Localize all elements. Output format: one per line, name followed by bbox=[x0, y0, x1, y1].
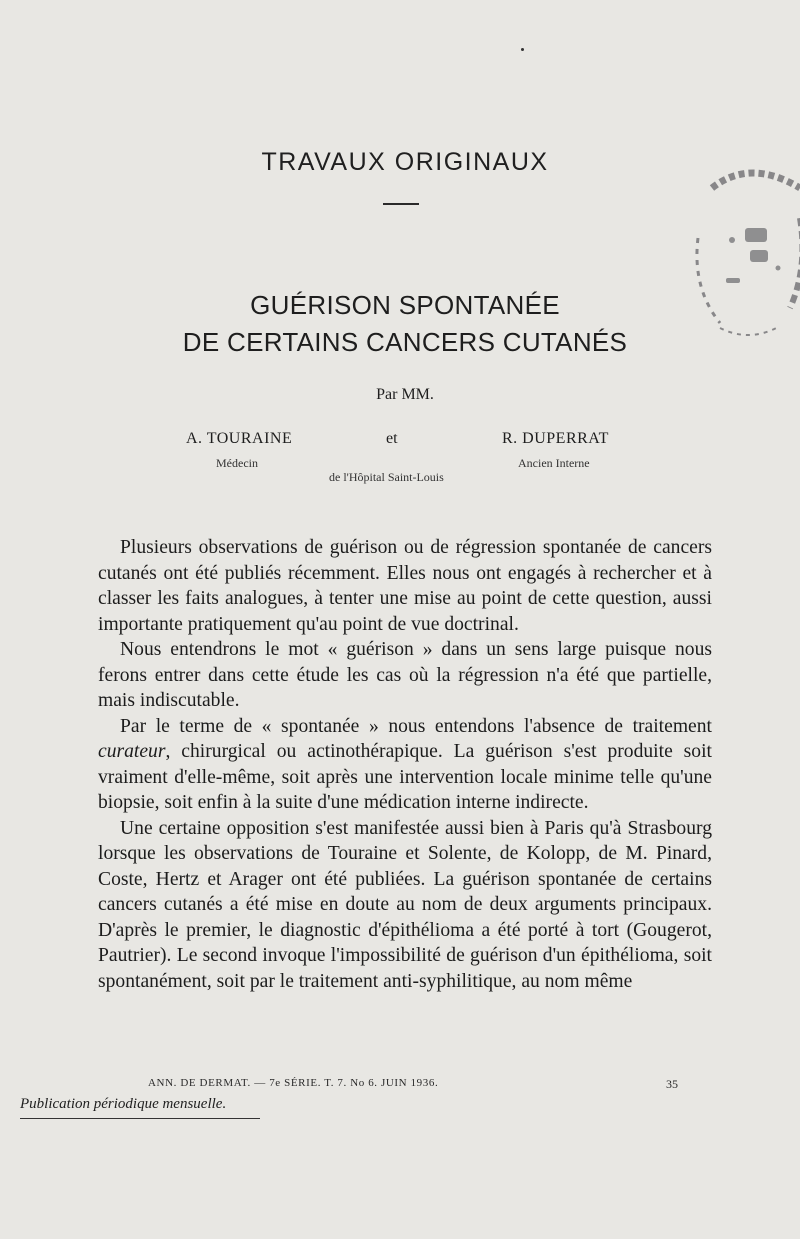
paragraph-3-italic-term: curateur bbox=[98, 741, 166, 762]
article-title-line-1: GUÉRISON SPONTANÉE bbox=[250, 290, 560, 320]
author-touraine: A. TOURAINE bbox=[186, 430, 293, 447]
author-conjunction: et bbox=[386, 430, 398, 447]
paragraph-3-text-start: Par le terme de « spontanée » nous entendons l'absence de traitement bbox=[120, 715, 712, 737]
paragraph-1 bbox=[98, 535, 712, 637]
publication-note: Publication périodique mensuelle. bbox=[20, 1096, 227, 1112]
section-heading: TRAVAUX ORIGINAUX bbox=[261, 148, 549, 176]
print-speck bbox=[521, 48, 524, 51]
article-title-line-2: DE CERTAINS CANCERS CUTANÉS bbox=[182, 327, 628, 357]
author-duperrat-role: Ancien Interne bbox=[518, 456, 590, 470]
paragraph-4 bbox=[98, 816, 712, 995]
paragraph-2 bbox=[98, 637, 712, 714]
paragraph-2-text: Nous entendrons le mot « guérison » dans un sens large puisque nous ferons entrer dans cette étude les cas où la régression n'a été que partielle, mais indiscutable. bbox=[98, 639, 712, 711]
paragraph-1-text: Plusieurs observations de guérison ou de régression spontanée de cancers cutanés ont été publiés récemment. Elles nous ont engagés à rechercher et à classer les faits analogues, à tenter une mise au point de cette question, aussi importante pratiquement qu'au point de vue doctrinal. bbox=[98, 537, 712, 635]
paragraph-3 bbox=[98, 714, 712, 816]
author-touraine-role: Médecin bbox=[216, 456, 258, 470]
article-body bbox=[98, 535, 712, 994]
byline: Par MM. bbox=[376, 386, 434, 403]
author-affiliation: de l'Hôpital Saint-Louis bbox=[329, 470, 444, 484]
library-stamp-icon bbox=[690, 158, 800, 343]
publication-note-underline bbox=[20, 1118, 260, 1119]
paragraph-4-text: Une certaine opposition s'est manifestée aussi bien à Paris qu'à Strasbourg lorsque les observations de Touraine et Solente, de Kolopp, de M. Pinard, Coste, Hertz et Arager ont été publiées. La guérison spontanée de certains cancers cutanés a été mise en doute au nom de deux arguments principaux. D'après le premier, le diagnostic d'épithélioma a été porté à tort (Gougerot, Pautrier). Le second invoque l'impossibilité de guérison d'un épithélioma, soit spontanément, soit par le traitement anti-syphilitique, au nom même bbox=[98, 817, 712, 992]
page-number: 35 bbox=[666, 1077, 678, 1091]
author-duperrat: R. DUPERRAT bbox=[502, 430, 609, 447]
heading-rule bbox=[383, 203, 419, 205]
journal-citation: ANN. DE DERMAT. — 7e SÉRIE. T. 7. No 6. JUIN 1936. bbox=[148, 1077, 439, 1089]
paragraph-3-text-end: , chirurgical ou actinothérapique. La guérison s'est produite soit vraiment d'elle-même, soit après une intervention locale minime telle qu'une biopsie, soit enfin à la suite d'une médication interne indirecte. bbox=[98, 741, 712, 813]
